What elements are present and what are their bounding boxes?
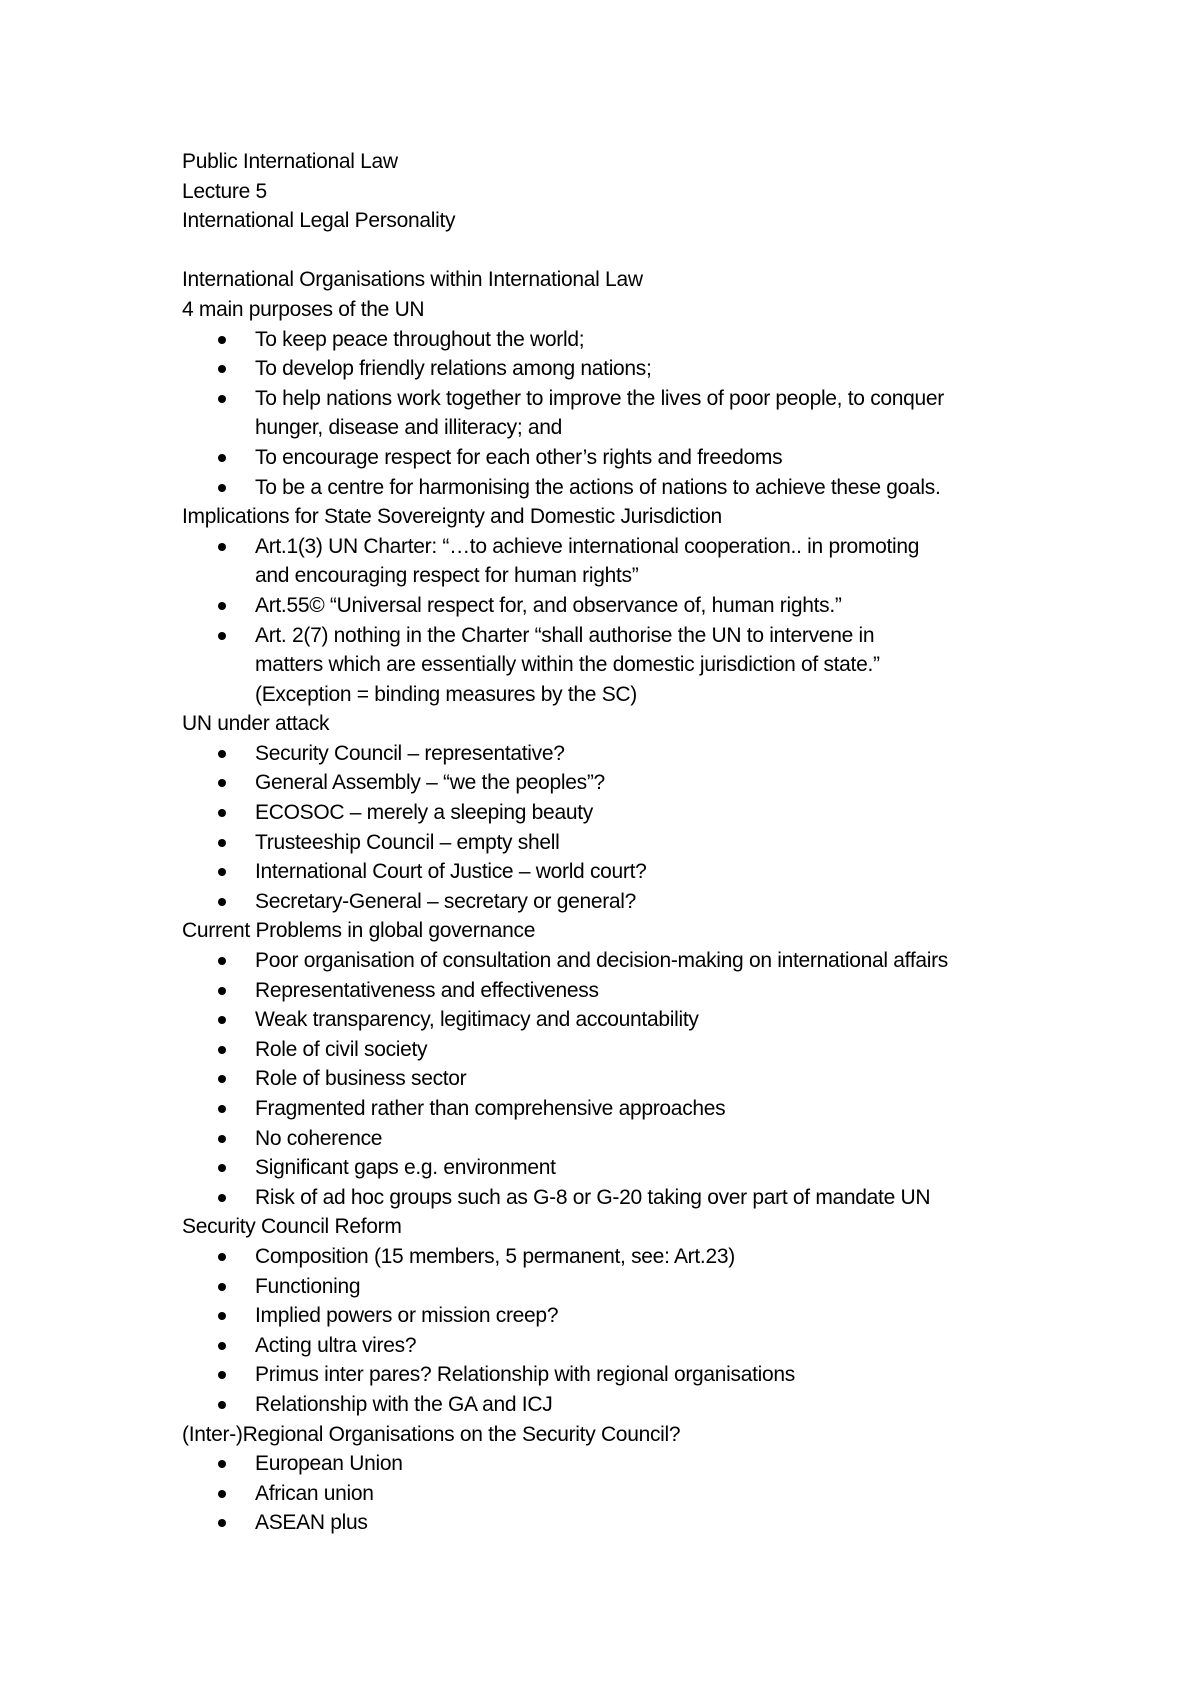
list-item — [182, 857, 1112, 887]
list-item-text: Weak transparency, legitimacy and accountability — [255, 1008, 699, 1032]
list-item-text: Fragmented rather than comprehensive approaches — [255, 1097, 726, 1120]
list-item-text: To be a centre for harmonising the actions of nations to achieve these goals. — [255, 475, 941, 499]
list-item — [182, 739, 1112, 769]
bullet-icon — [218, 1490, 226, 1498]
list-item-text: International Court of Justice – world court? — [255, 860, 647, 884]
document-page — [182, 147, 1112, 1538]
list-item — [182, 1153, 1112, 1183]
bullet-icon — [218, 1460, 226, 1468]
list-item — [182, 1479, 1112, 1509]
bullet-icon — [218, 543, 226, 551]
list-item — [182, 887, 1112, 917]
section — [182, 1212, 1112, 1419]
bullet-icon — [218, 1283, 226, 1291]
section-heading: Security Council Reform — [182, 1215, 402, 1239]
bullet-list — [182, 1242, 1112, 1420]
list-item — [182, 532, 1112, 591]
bullet-list — [182, 739, 1112, 917]
lecture-topic: International Legal Personality — [182, 209, 456, 233]
list-item — [182, 1094, 1112, 1124]
list-item-text: Primus inter pares? Relationship with regional organisations — [255, 1363, 795, 1387]
bullet-icon — [218, 1312, 226, 1320]
list-item-text: Art. 2(7) nothing in the Charter “shall authorise the UN to intervene in — [255, 623, 875, 647]
list-item — [182, 354, 1112, 384]
bullet-icon — [218, 898, 226, 906]
list-item-text: Composition (15 members, 5 permanent, see: Art.23) — [255, 1244, 735, 1268]
list-item-text: Role of civil society — [255, 1037, 428, 1061]
blank-line — [182, 236, 1112, 266]
list-item-text: hunger, disease and illiteracy; and — [255, 416, 563, 440]
section — [182, 916, 1112, 1212]
sections-container — [182, 265, 1112, 1538]
list-item-text: Role of business sector — [255, 1067, 467, 1091]
bullet-icon — [218, 868, 226, 876]
list-item-text: ASEAN plus — [255, 1511, 368, 1535]
section — [182, 502, 1112, 709]
bullet-icon — [218, 336, 226, 344]
bullet-list — [182, 1449, 1112, 1538]
list-item — [182, 1360, 1112, 1390]
bullet-icon — [218, 484, 226, 492]
bullet-icon — [218, 602, 226, 610]
list-item — [182, 1005, 1112, 1035]
list-item-text: To keep peace throughout the world; — [255, 327, 585, 351]
bullet-icon — [218, 1164, 226, 1172]
list-item — [182, 443, 1112, 473]
list-item-text: Acting ultra vires? — [255, 1333, 417, 1357]
bullet-icon — [218, 1371, 226, 1379]
bullet-icon — [218, 1046, 226, 1054]
bullet-icon — [218, 957, 226, 965]
list-item-text: Risk of ad hoc groups such as G-8 or G-20 taking over part of mandate UN — [255, 1185, 931, 1209]
list-item — [182, 1272, 1112, 1302]
section — [182, 709, 1112, 916]
list-item-text: Representativeness and effectiveness — [255, 978, 599, 1002]
list-item-text: General Assembly – “we the peoples”? — [255, 771, 605, 795]
list-item-text: Poor organisation of consultation and decision-making on international affairs — [255, 949, 948, 973]
list-item-text: African union — [255, 1481, 374, 1505]
list-item-text: Functioning — [255, 1274, 361, 1298]
list-item — [182, 1035, 1112, 1065]
list-item — [182, 1301, 1112, 1331]
list-item — [182, 1183, 1112, 1213]
list-item-text: Art.55© “Universal respect for, and observance of, human rights.” — [255, 593, 842, 617]
bullet-icon — [218, 750, 226, 758]
list-item-text: Art.1(3) UN Charter: “…to achieve international cooperation.. in promoting — [255, 534, 920, 558]
bullet-icon — [218, 1194, 226, 1202]
bullet-icon — [218, 779, 226, 787]
bullet-icon — [218, 1075, 226, 1083]
list-item — [182, 591, 1112, 621]
bullet-icon — [218, 632, 226, 640]
list-item — [182, 798, 1112, 828]
list-item — [182, 1390, 1112, 1420]
bullet-icon — [218, 1519, 226, 1527]
list-item — [182, 828, 1112, 858]
bullet-icon — [218, 809, 226, 817]
bullet-icon — [218, 839, 226, 847]
list-item-text: To help nations work together to improve the lives of poor people, to conquer — [255, 386, 944, 410]
list-item-text: and encouraging respect for human rights” — [255, 564, 639, 588]
list-item-text: Trusteeship Council – empty shell — [255, 830, 560, 854]
course-title: Public International Law — [182, 150, 398, 173]
list-item — [182, 976, 1112, 1006]
list-item — [182, 1242, 1112, 1272]
list-item — [182, 768, 1112, 798]
list-item-text: European Union — [255, 1452, 403, 1476]
list-item — [182, 946, 1112, 976]
list-item-text: (Exception = binding measures by the SC) — [255, 682, 637, 706]
list-item-text: To develop friendly relations among nations; — [255, 357, 652, 381]
section — [182, 265, 1112, 502]
lecture-number: Lecture 5 — [182, 179, 267, 203]
list-item — [182, 1331, 1112, 1361]
list-item — [182, 1064, 1112, 1094]
bullet-icon — [218, 395, 226, 403]
list-item — [182, 1508, 1112, 1538]
section-heading: International Organisations within International Law — [182, 268, 643, 292]
list-item — [182, 384, 1112, 443]
list-item-text: Secretary-General – secretary or general? — [255, 889, 637, 913]
section — [182, 1420, 1112, 1538]
list-item-text: To encourage respect for each other’s rights and freedoms — [255, 445, 783, 469]
list-item-text: Security Council – representative? — [255, 741, 565, 765]
list-item — [182, 1449, 1112, 1479]
list-item — [182, 621, 1112, 710]
bullet-icon — [218, 1135, 226, 1143]
section-subheading: 4 main purposes of the UN — [182, 297, 425, 321]
section-heading: (Inter-)Regional Organisations on the Security Council? — [182, 1422, 681, 1446]
bullet-icon — [218, 987, 226, 995]
bullet-icon — [218, 365, 226, 373]
list-item-text: ECOSOC – merely a sleeping beauty — [255, 801, 593, 825]
bullet-icon — [218, 1016, 226, 1024]
bullet-icon — [218, 1253, 226, 1261]
section-heading: Current Problems in global governance — [182, 919, 536, 943]
bullet-icon — [218, 454, 226, 462]
bullet-list — [182, 325, 1112, 503]
list-item-text: Significant gaps e.g. environment — [255, 1156, 556, 1180]
bullet-list — [182, 946, 1112, 1212]
list-item-text: Relationship with the GA and ICJ — [255, 1392, 553, 1416]
section-heading: UN under attack — [182, 712, 330, 736]
list-item — [182, 473, 1112, 503]
list-item — [182, 325, 1112, 355]
bullet-icon — [218, 1342, 226, 1350]
section-heading: Implications for State Sovereignty and Domestic Jurisdiction — [182, 505, 722, 529]
list-item-text: No coherence — [255, 1126, 383, 1150]
bullet-icon — [218, 1105, 226, 1113]
bullet-icon — [218, 1401, 226, 1409]
list-item-text: matters which are essentially within the domestic jurisdiction of state.” — [255, 653, 880, 677]
bullet-list — [182, 532, 1112, 710]
list-item — [182, 1124, 1112, 1154]
list-item-text: Implied powers or mission creep? — [255, 1304, 559, 1328]
